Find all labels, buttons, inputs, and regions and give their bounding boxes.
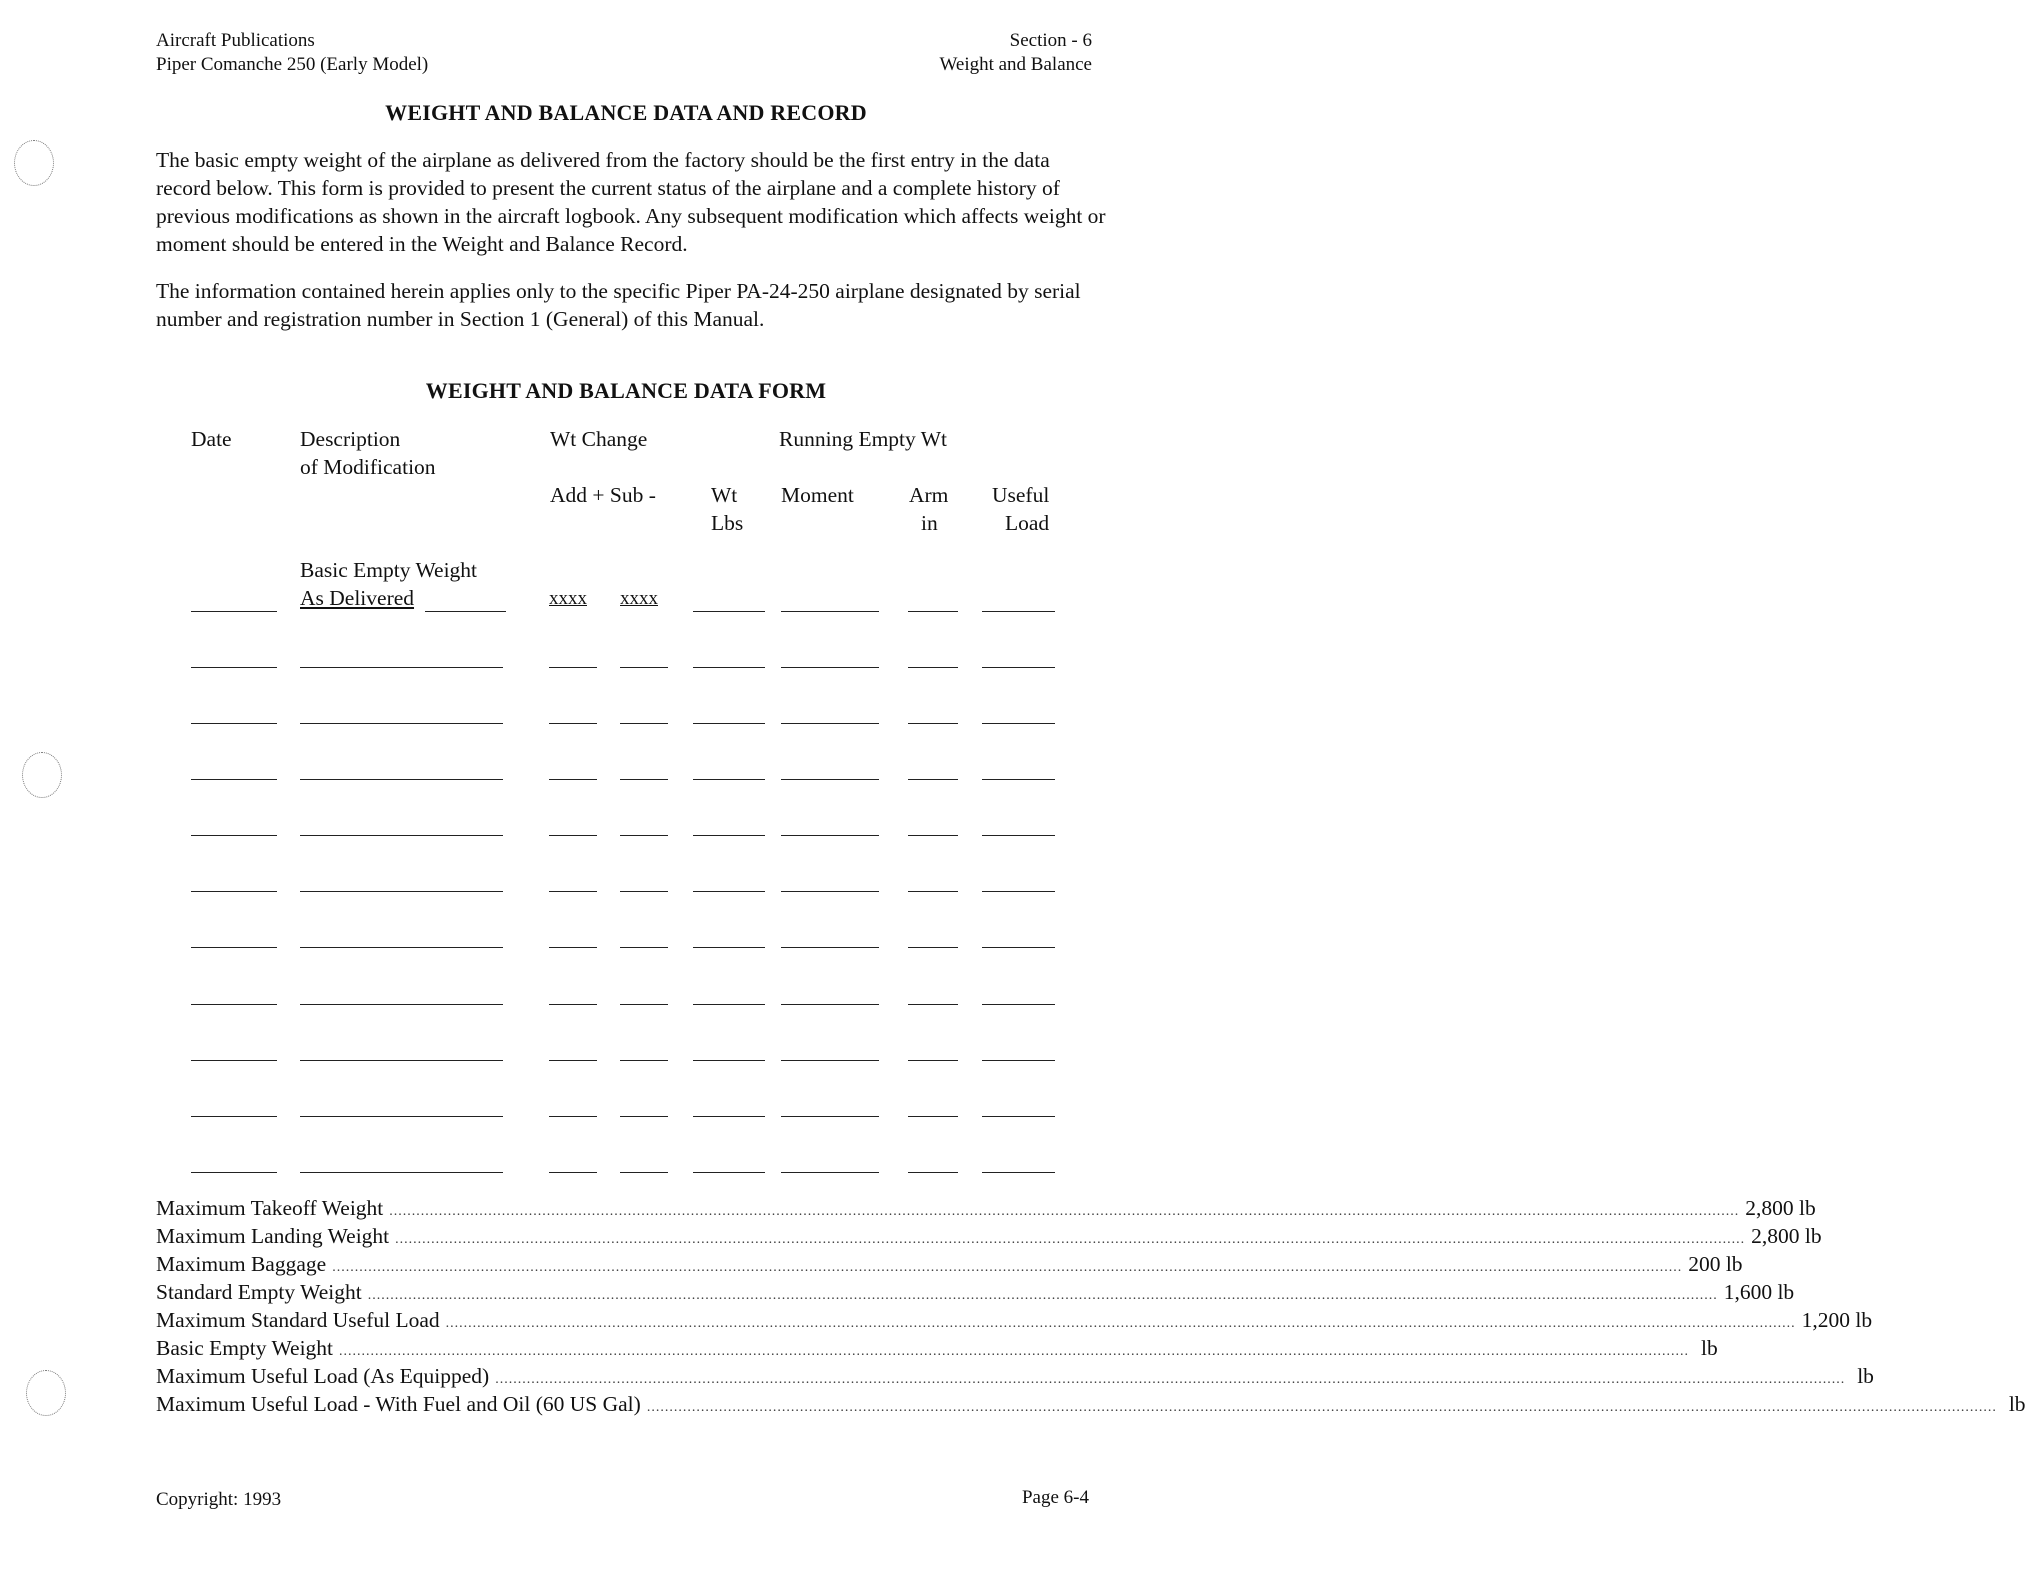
blank-moment-line xyxy=(781,1060,879,1061)
blank-wt-line xyxy=(693,891,765,892)
spec-label: Basic Empty Weight xyxy=(156,1336,334,1360)
sub-placeholder: xxxx xyxy=(620,588,658,609)
blank-moment-line xyxy=(781,779,879,780)
blank-wt-line xyxy=(693,723,765,724)
blank-description-line xyxy=(300,1004,503,1005)
page-title: WEIGHT AND BALANCE DATA AND RECORD xyxy=(385,100,867,125)
blank-useful-line xyxy=(982,723,1055,724)
blank-sub-line xyxy=(620,947,668,948)
blank-description-line xyxy=(300,667,503,668)
blank-moment-line xyxy=(781,611,879,612)
blank-arm-line xyxy=(908,667,958,668)
leader-dots: ............................................................................................................................................................................................................................................................................................................ xyxy=(339,1344,1690,1359)
blank-sub-line xyxy=(620,1060,668,1061)
spec-label: Maximum Standard Useful Load xyxy=(156,1308,440,1332)
leader-dots: ............................................................................................................................................................................................................................................................................................................ xyxy=(395,1232,1746,1247)
col-description-2: of Modification xyxy=(300,455,436,479)
header-model: Piper Comanche 250 (Early Model) xyxy=(156,54,429,75)
punch-hole-middle xyxy=(22,752,62,798)
blank-arm-line xyxy=(908,947,958,948)
blank-date-line xyxy=(191,723,277,724)
blank-wt-line xyxy=(693,1116,765,1117)
blank-useful-line xyxy=(982,779,1055,780)
spec-row xyxy=(156,1194,1816,1222)
header-section: Section - 6 xyxy=(1009,30,1092,51)
blank-sub-line xyxy=(620,1004,668,1005)
col-description: Description xyxy=(300,427,401,451)
col-date: Date xyxy=(191,427,232,451)
blank-description-line xyxy=(425,611,506,612)
intro-text xyxy=(156,146,1106,333)
spec-row xyxy=(156,1306,1873,1334)
blank-moment-line xyxy=(781,1116,879,1117)
basic-empty-weight-label: Basic Empty Weight xyxy=(300,558,478,582)
blank-description-line xyxy=(300,723,503,724)
blank-moment-line xyxy=(781,1004,879,1005)
blank-description-line xyxy=(300,1172,503,1173)
blank-add-line xyxy=(549,1116,597,1117)
spec-label: Maximum Useful Load - With Fuel and Oil (60 US Gal) xyxy=(156,1392,641,1416)
blank-date-line xyxy=(191,1116,277,1117)
blank-description-line xyxy=(300,1060,503,1061)
blank-moment-line xyxy=(781,835,879,836)
col-wt-unit: Lbs xyxy=(711,511,744,535)
blank-add-line xyxy=(549,891,597,892)
col-running-empty-wt: Running Empty Wt xyxy=(779,427,948,451)
blank-add-line xyxy=(549,667,597,668)
blank-add-line xyxy=(549,779,597,780)
leader-dots: ............................................................................................................................................................................................................................................................................................................ xyxy=(332,1260,1683,1275)
page-number: Page 6-4 xyxy=(1021,1487,1089,1508)
blank-add-line xyxy=(549,947,597,948)
form-title: WEIGHT AND BALANCE DATA FORM xyxy=(425,378,827,403)
copyright: Copyright: 1993 xyxy=(156,1489,282,1510)
blank-moment-line xyxy=(781,723,879,724)
blank-moment-line xyxy=(781,891,879,892)
blank-useful-line xyxy=(982,835,1055,836)
col-wt-change: Wt Change xyxy=(550,427,648,451)
blank-date-line xyxy=(191,1060,277,1061)
blank-date-line xyxy=(191,947,277,948)
spec-label: Maximum Takeoff Weight xyxy=(156,1196,384,1220)
spec-value: 1,600 lb xyxy=(1723,1280,1795,1304)
spec-unit: lb xyxy=(1701,1336,1718,1360)
as-delivered-label: As Delivered xyxy=(300,586,415,610)
col-moment: Moment xyxy=(781,483,854,507)
blank-wt-line xyxy=(693,1172,765,1173)
blank-description-line xyxy=(300,891,503,892)
col-arm: Arm xyxy=(909,483,949,507)
blank-sub-line xyxy=(620,723,668,724)
spec-value: 200 lb xyxy=(1688,1252,1743,1276)
blank-description-line xyxy=(300,779,503,780)
spec-value: 2,800 lb xyxy=(1751,1224,1822,1248)
blank-useful-line xyxy=(982,947,1055,948)
paragraph-2: The information contained herein applies only to the specific Piper PA-24-250 airplane designated by serial number and registration number in Section 1 (General) of this Manual. xyxy=(156,279,1081,331)
col-add-sub: Add + Sub - xyxy=(550,483,656,507)
blank-add-line xyxy=(549,835,597,836)
blank-wt-line xyxy=(693,779,765,780)
blank-useful-line xyxy=(982,667,1055,668)
blank-arm-line xyxy=(908,779,958,780)
spec-label: Maximum Baggage xyxy=(156,1252,327,1276)
blank-sub-line xyxy=(620,1116,668,1117)
blank-useful-line xyxy=(982,1116,1055,1117)
col-wt: Wt xyxy=(711,483,738,507)
blank-arm-line xyxy=(908,1004,958,1005)
blank-date-line xyxy=(191,779,277,780)
punch-hole-bottom xyxy=(26,1370,66,1416)
blank-useful-line xyxy=(982,1172,1055,1173)
blank-useful-line xyxy=(982,611,1055,612)
leader-dots: ............................................................................................................................................................................................................................................................................................................ xyxy=(445,1316,1796,1331)
blank-description-line xyxy=(300,1116,503,1117)
col-useful-load: Load xyxy=(1005,511,1050,535)
paragraph-1: The basic empty weight of the airplane as delivered from the factory should be the first entry in the data record below. This form is provided to present the current status of the airplane and a complete history of previous modifications as shown in the aircraft logbook. Any subsequent modification which affects weight or moment should be entered in the Weight and Balance Record. xyxy=(156,148,1106,256)
spec-value: 2,800 lb xyxy=(1745,1196,1816,1220)
add-placeholder: xxxx xyxy=(549,588,587,609)
leader-dots: ............................................................................................................................................................................................................................................................................................................ xyxy=(367,1288,1718,1303)
blank-wt-line xyxy=(693,1060,765,1061)
blank-moment-line xyxy=(781,1172,879,1173)
blank-sub-line xyxy=(620,667,668,668)
spec-unit: lb xyxy=(2008,1392,2026,1416)
blank-date-line xyxy=(191,891,277,892)
blank-useful-line xyxy=(982,891,1055,892)
spec-label: Maximum Useful Load (As Equipped) xyxy=(156,1364,490,1388)
header-section-title: Weight and Balance xyxy=(939,54,1092,75)
blank-wt-line xyxy=(693,947,765,948)
leader-dots: ............................................................................................................................................................................................................................................................................................................ xyxy=(495,1372,1846,1387)
leader-dots: ............................................................................................................................................................................................................................................................................................................ xyxy=(646,1400,1997,1415)
spec-row xyxy=(156,1334,1718,1362)
blank-moment-line xyxy=(781,947,879,948)
punch-hole-top xyxy=(14,140,54,186)
blank-arm-line xyxy=(908,723,958,724)
header-publisher: Aircraft Publications xyxy=(156,30,315,51)
blank-date-line xyxy=(191,1004,277,1005)
blank-description-line xyxy=(300,835,503,836)
col-useful: Useful xyxy=(992,483,1050,507)
blank-wt-line xyxy=(693,835,765,836)
blank-date-line xyxy=(191,667,277,668)
blank-description-line xyxy=(300,947,503,948)
blank-add-line xyxy=(549,1004,597,1005)
blank-date-line xyxy=(191,835,277,836)
blank-moment-line xyxy=(781,667,879,668)
blank-arm-line xyxy=(908,1116,958,1117)
blank-date-line xyxy=(191,1172,277,1173)
col-arm-unit: in xyxy=(921,511,938,535)
blank-add-line xyxy=(549,723,597,724)
blank-useful-line xyxy=(982,1004,1055,1005)
blank-arm-line xyxy=(908,1172,958,1173)
blank-add-line xyxy=(549,1060,597,1061)
blank-arm-line xyxy=(908,835,958,836)
blank-wt-line xyxy=(693,611,765,612)
blank-useful-line xyxy=(982,1060,1055,1061)
spec-row xyxy=(156,1250,1743,1278)
spec-value: 1,200 lb xyxy=(1801,1308,1873,1332)
blank-sub-line xyxy=(620,891,668,892)
spec-row xyxy=(156,1390,2026,1418)
spec-row xyxy=(156,1278,1795,1306)
spec-row xyxy=(156,1362,1874,1390)
blank-sub-line xyxy=(620,779,668,780)
blank-sub-line xyxy=(620,1172,668,1173)
blank-date-line xyxy=(191,611,277,612)
spec-unit: lb xyxy=(1857,1364,1874,1388)
blank-add-line xyxy=(549,1172,597,1173)
blank-arm-line xyxy=(908,611,958,612)
spec-label: Standard Empty Weight xyxy=(156,1280,362,1304)
spec-label: Maximum Landing Weight xyxy=(156,1224,390,1248)
blank-wt-line xyxy=(693,667,765,668)
leader-dots: ............................................................................................................................................................................................................................................................................................................ xyxy=(389,1204,1740,1219)
blank-wt-line xyxy=(693,1004,765,1005)
blank-arm-line xyxy=(908,1060,958,1061)
blank-arm-line xyxy=(908,891,958,892)
spec-row xyxy=(156,1222,1822,1250)
blank-sub-line xyxy=(620,835,668,836)
